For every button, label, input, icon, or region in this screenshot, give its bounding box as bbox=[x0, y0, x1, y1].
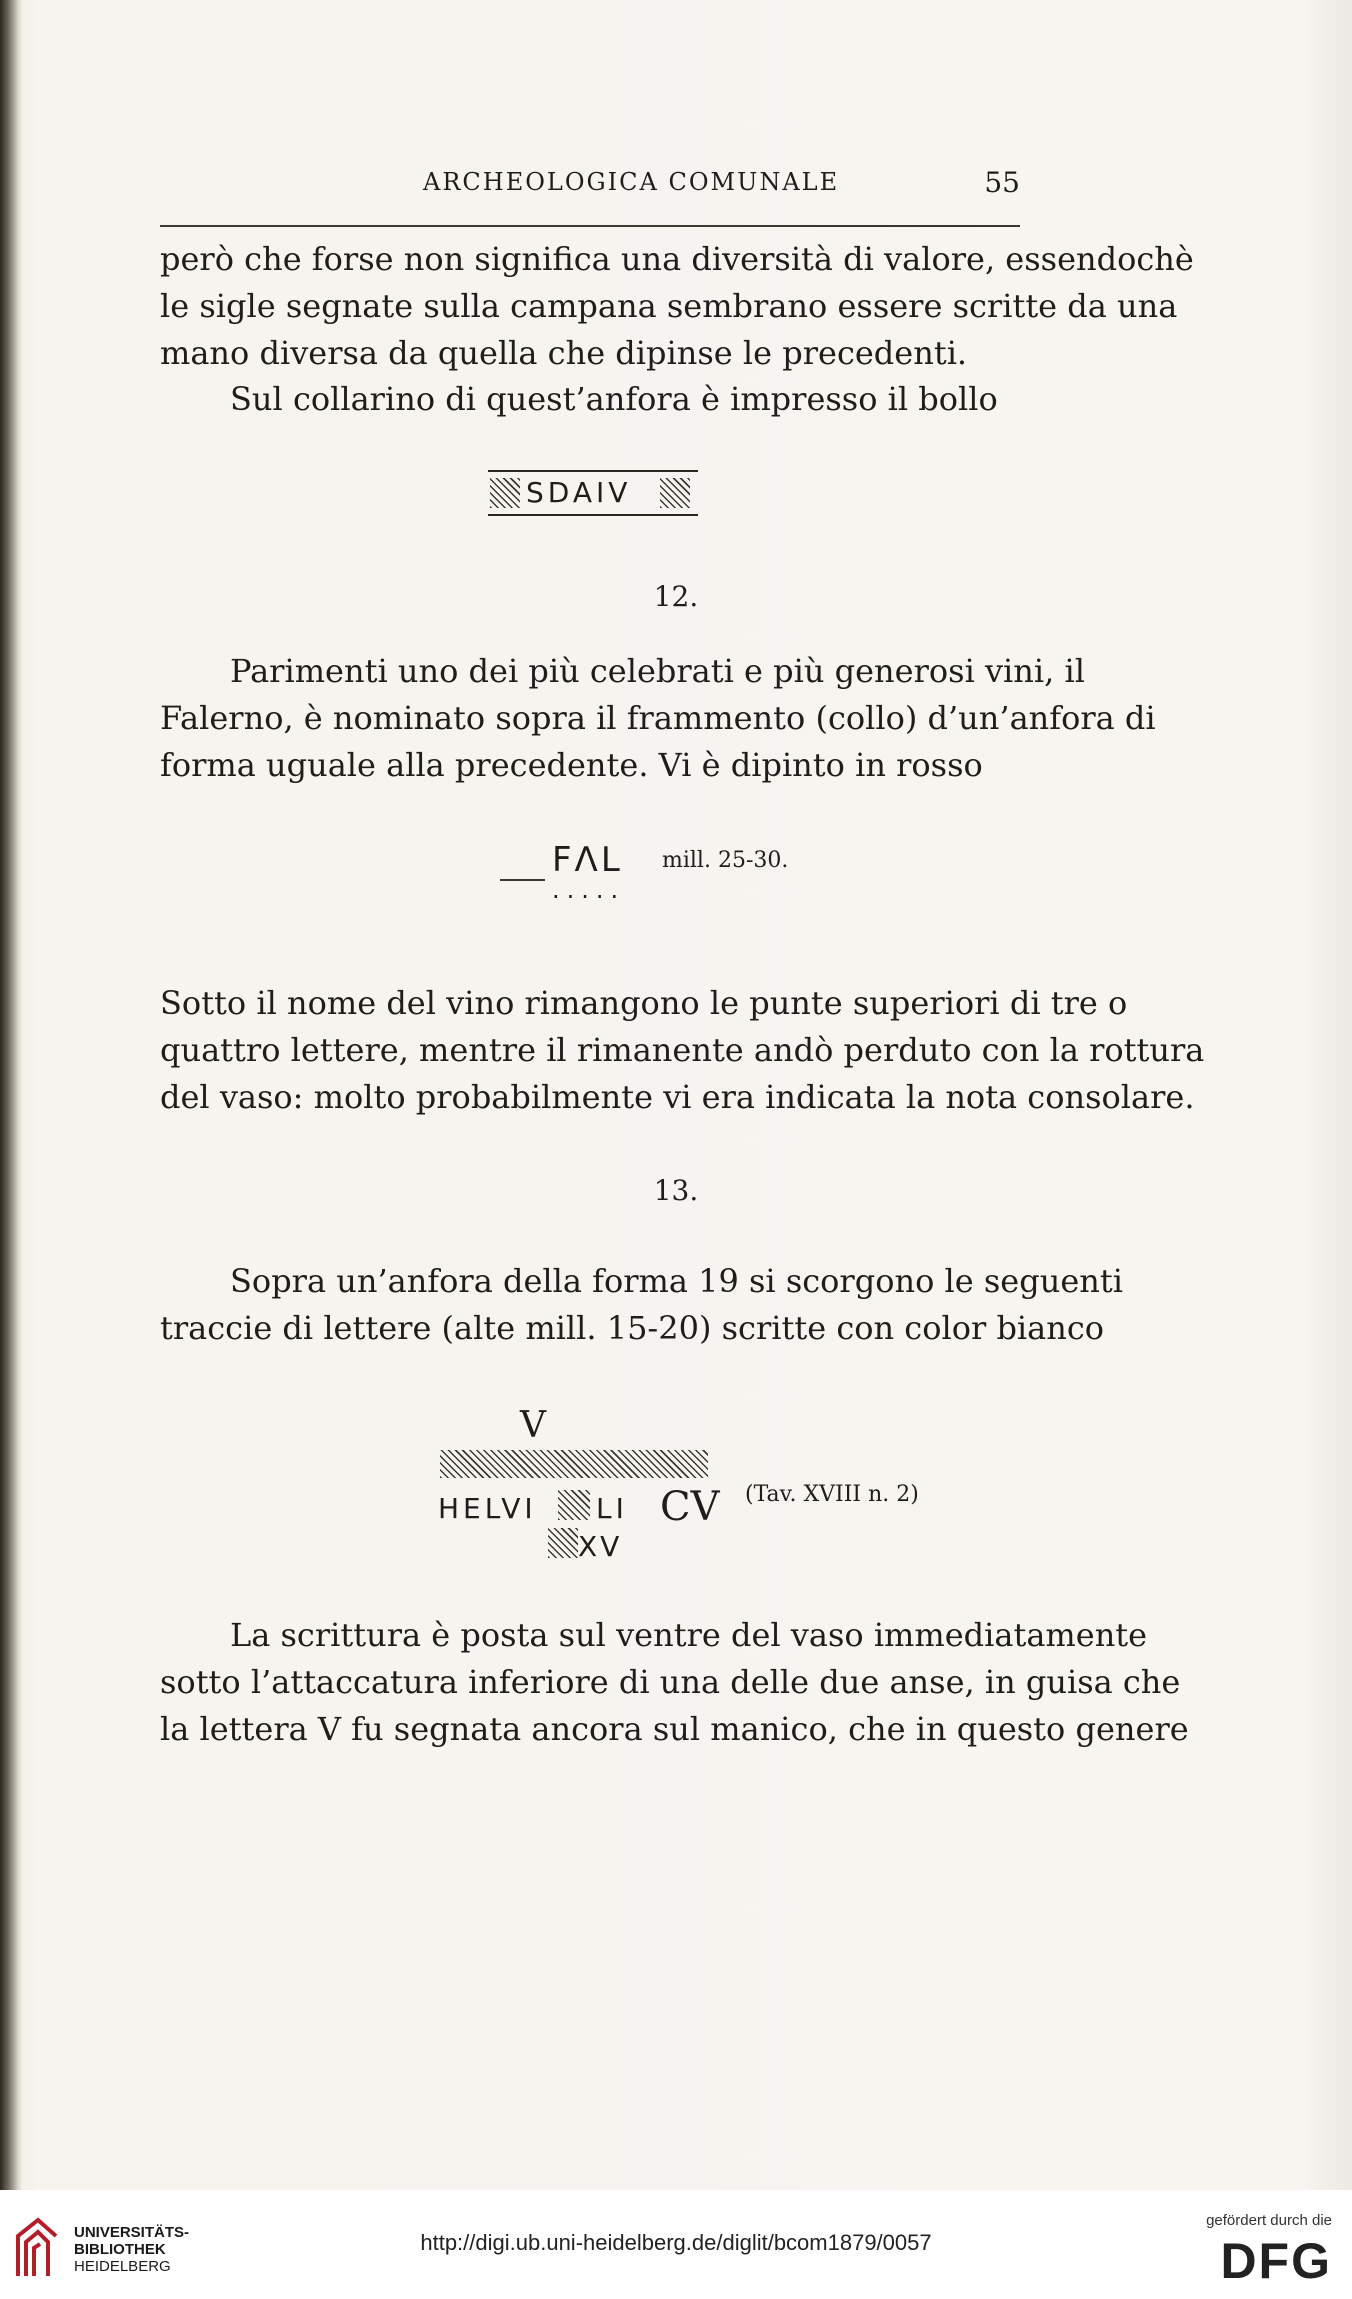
stamp-inscription bbox=[488, 470, 698, 516]
text-line: forma uguale alla precedente. Vi è dipinto in rosso bbox=[160, 746, 983, 784]
text-line: Sotto il nome del vino rimangono le punte superiori di tre o bbox=[160, 984, 1128, 1022]
inscription-damaged-row bbox=[440, 1450, 710, 1478]
running-header-title: ARCHEOLOGICA COMUNALE bbox=[423, 168, 840, 196]
funded-by-label: gefördert durch die bbox=[1206, 2212, 1332, 2229]
text-line: le sigle segnate sulla campana sembrano essere scritte da una bbox=[160, 287, 1178, 325]
damaged-area bbox=[490, 478, 520, 508]
fal-dots: ..... bbox=[552, 876, 626, 904]
fal-inscription: FΛL bbox=[552, 840, 623, 880]
text-line: però che forse non significa una diversità di valore, essendochè bbox=[160, 240, 1194, 278]
text-line: sotto l’attaccatura inferiore di una delle due anse, in guisa che bbox=[160, 1663, 1181, 1701]
paragraph-1 bbox=[160, 236, 1194, 377]
inscription-right: CV bbox=[660, 1484, 720, 1530]
paragraph-5 bbox=[160, 1258, 1123, 1352]
dfg-logo: DFG bbox=[1220, 2233, 1332, 2289]
inscription-middle: LI bbox=[596, 1492, 628, 1525]
text-line: del vaso: molto probabilmente vi era indicata la nota consolare. bbox=[160, 1078, 1195, 1116]
damaged-area bbox=[440, 1450, 708, 1478]
fal-measure: mill. 25-30. bbox=[662, 848, 789, 873]
footer-bar bbox=[0, 2190, 1352, 2299]
permalink[interactable]: http://digi.ub.uni-heidelberg.de/diglit/bcom1879/0057 bbox=[420, 2230, 932, 2255]
text-line: mano diversa da quella che dipinse le precedenti. bbox=[160, 334, 968, 372]
library-line-1: UNIVERSITÄTS- bbox=[74, 2224, 190, 2241]
page-binding-edge bbox=[0, 0, 22, 2190]
text-line: Sopra un’anfora della forma 19 si scorgono le seguenti bbox=[230, 1262, 1123, 1300]
text-line: Sul collarino di quest’anfora è impresso il bollo bbox=[230, 380, 998, 418]
fal-underline bbox=[500, 879, 545, 881]
text-line: la lettera V fu segnata ancora sul manico, che in questo genere bbox=[160, 1710, 1189, 1748]
plate-reference: (Tav. XVIII n. 2) bbox=[745, 1482, 919, 1507]
text-line: Falerno, è nominato sopra il frammento (collo) d’un’anfora di bbox=[160, 699, 1156, 737]
paragraph-3 bbox=[160, 648, 1156, 789]
paragraph-4 bbox=[160, 980, 1205, 1121]
section-number-13: 13. bbox=[653, 1174, 699, 1207]
section-number-12: 12. bbox=[653, 580, 699, 613]
text-line: La scrittura è posta sul ventre del vaso immediatamente bbox=[230, 1616, 1148, 1654]
damaged-area bbox=[660, 478, 690, 508]
inscription-top-letter: V bbox=[520, 1405, 546, 1446]
damaged-area bbox=[548, 1528, 578, 1558]
text-line: quattro lettere, mentre il rimanente andò perduto con la rottura bbox=[160, 1031, 1205, 1069]
paragraph-2 bbox=[160, 376, 1020, 423]
paragraph-6 bbox=[160, 1612, 1189, 1753]
page-number: 55 bbox=[984, 166, 1020, 199]
text-line: traccie di lettere (alte mill. 15-20) scritte con color bianco bbox=[160, 1309, 1105, 1347]
damaged-area bbox=[558, 1490, 590, 1520]
running-header bbox=[160, 168, 1020, 208]
stamp-text: SDAIV bbox=[526, 476, 632, 509]
text-line: Parimenti uno dei più celebrati e più generosi vini, il bbox=[230, 652, 1085, 690]
header-rule bbox=[160, 225, 1020, 227]
inscription-name: HELVI bbox=[438, 1492, 537, 1525]
inscription-bottom: XV bbox=[578, 1530, 623, 1563]
library-line-2: BIBLIOTHEK bbox=[74, 2241, 166, 2258]
library-line-3: HEIDELBERG bbox=[74, 2258, 171, 2275]
